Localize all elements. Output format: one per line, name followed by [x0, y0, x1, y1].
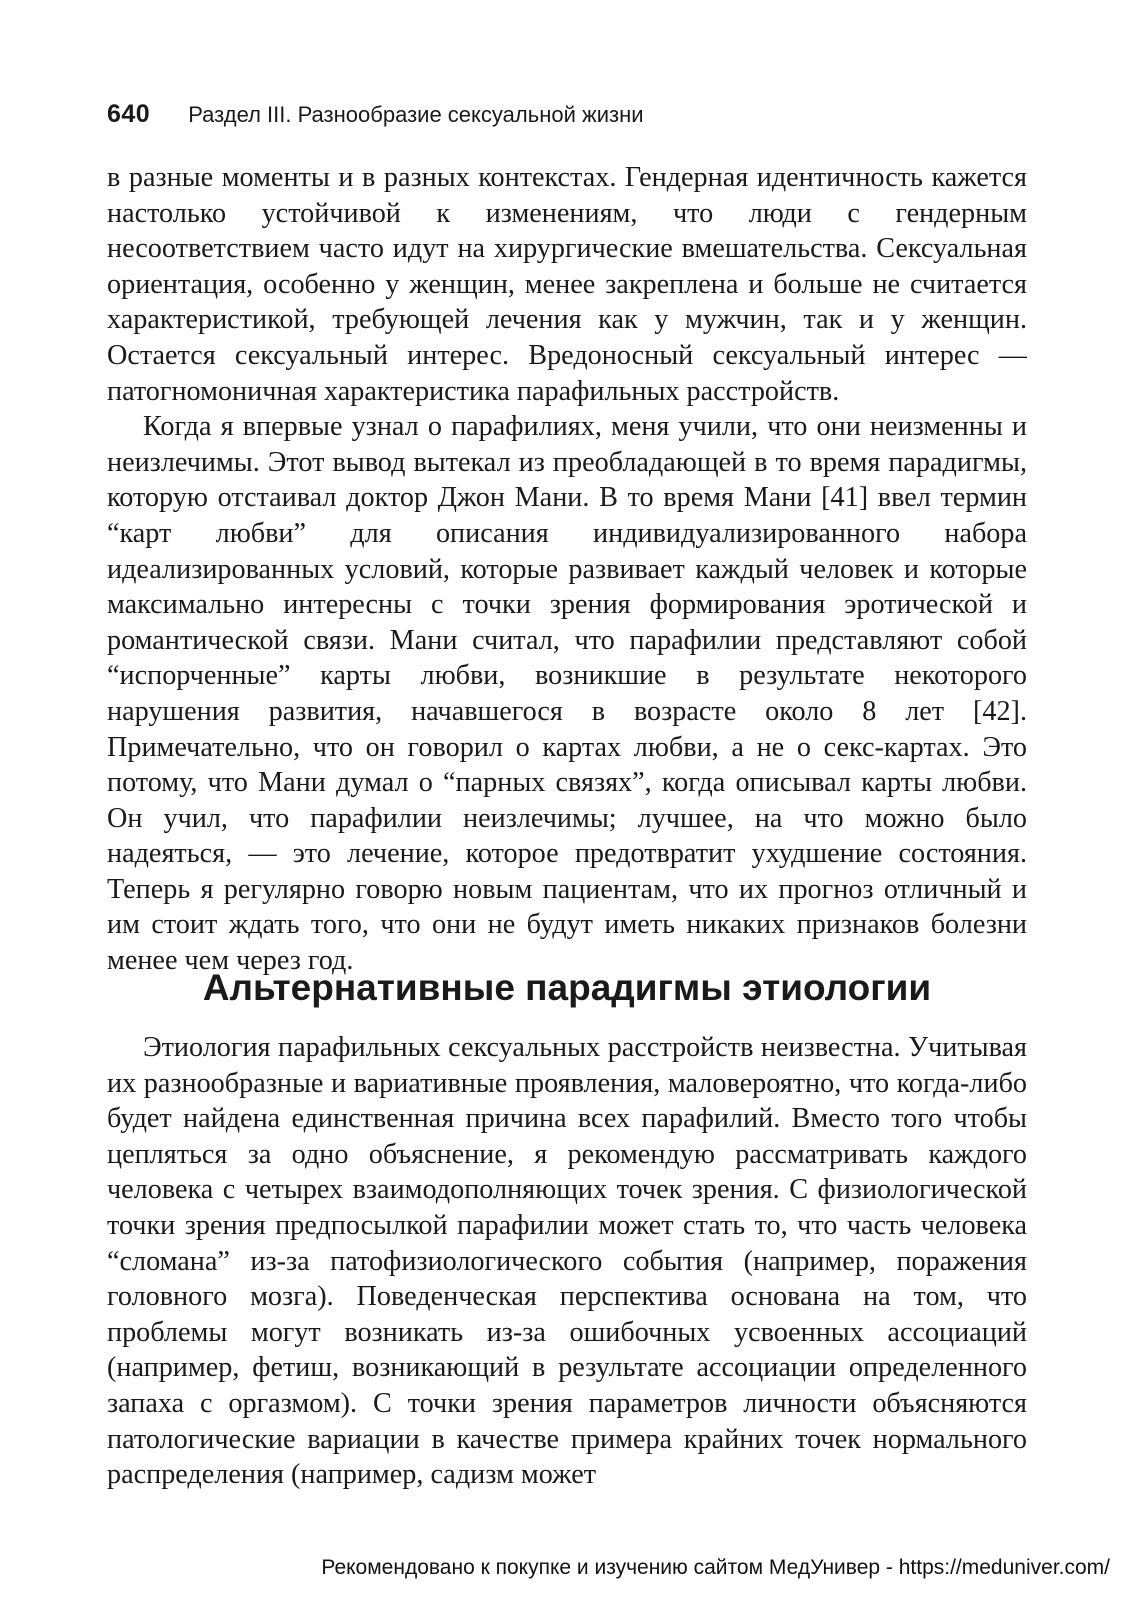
footer-watermark: Рекомендовано к покупке и изучению сайтом МедУнивер - https://meduniver.com/: [321, 1556, 1110, 1579]
section-heading: Альтернативные парадигмы этиологии: [202, 967, 932, 1008]
paragraph: Этиология парафильных сексуальных расстройств неизвестна. Учитывая их разнообразные и вариативные проявления, маловероятно, что когда-либо будет найдена единственная причина всех парафилий. Вместо того чтобы цепляться за одно объяснение, я рекомендую рассматривать каждого человека с четырех взаимодополняющих точек зрения. С физиологической точки зрения предпосылкой парафилии может стать то, что часть человека “сломана” из-за патофизиологического события (например, поражения головного мозга). Поведенческая перспектива основана на том, что проблемы могут возникать из-за ошибочных усвоенных ассоциаций (например, фетиш, возникающий в результате ассоциации определенного запаха с оргазмом). С точки зрения параметров личности объясняются патологические вариации в качестве примера крайних точек нормального распределения (например, садизм может: [107, 1032, 1027, 1491]
page-header: [107, 100, 644, 129]
page-number: 640: [107, 100, 151, 128]
running-title: Раздел III. Разнообразие сексуальной жизни: [188, 102, 644, 127]
paragraph: в разные моменты и в разных контекстах. Гендерная идентичность кажется настолько устойчивой к изменениям, что люди с гендерным несоответствием часто идут на хирургические вмешательства. Сексуальная ориентация, особенно у женщин, менее закреплена и больше не считается характеристикой, требующей лечения как у мужчин, так и у женщин. Остается сексуальный интерес. Вредоносный сексуальный интерес — патогномоничная характеристика парафильных расстройств.: [107, 162, 1027, 407]
body-text-block: [107, 160, 1027, 979]
body-text-block: [107, 1030, 1027, 1493]
paragraph: Когда я впервые узнал о парафилиях, меня учили, что они неизменны и неизлечимы. Этот вывод вытекал из преобладающей в то время парадигмы, которую отстаивал доктор Джон Мани. В то время Мани [41] ввел термин “карт любви” для описания индивидуализированного набора идеализированных условий, которые развивает каждый человек и которые максимально интересны с точки зрения формирования эротической и романтической связи. Мани считал, что парафилии представляют собой “испорченные” карты любви, возникшие в результате некоторого нарушения развития, начавшегося в возрасте около 8 лет [42]. Примечательно, что он говорил о картах любви, а не о секс-картах. Это потому, что Мани думал о “парных связях”, когда описывал карты любви. Он учил, что парафилии неизлечимы; лучшее, на что можно было надеяться, — это лечение, которое предотвратит ухудшение состояния. Теперь я регулярно говорю новым пациентам, что их прогноз отличный и им стоит ждать того, что они не будут иметь никаких признаков болезни менее чем через год.: [107, 411, 1027, 977]
